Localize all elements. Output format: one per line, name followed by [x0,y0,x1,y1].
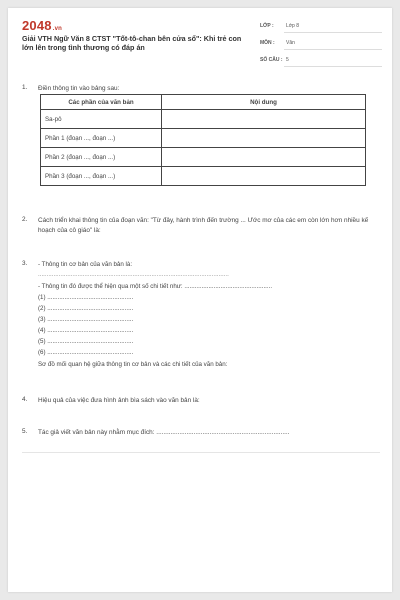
site-logo[interactable] [22,18,62,33]
logo-suffix: .vn [52,26,63,32]
meta-label: SỐ CÂU : [260,57,283,63]
table-cell-part: Phần 1 (đoạn ..., đoạn ...) [41,129,162,148]
q3-blank-line[interactable]: ............................................................................................................... [38,271,229,278]
meta-divider [284,66,382,67]
table-cell-content[interactable] [162,129,366,148]
meta-value: Văn [286,40,295,46]
table-header-row [41,95,366,110]
q3-details-intro: - Thông tin đó được thể hiện qua một số chi tiết như: ................................................... [38,283,273,290]
table-cell-content[interactable] [162,167,366,186]
meta-label: LỚP : [260,23,274,29]
q3-item[interactable]: (2) .................................................. [38,305,134,312]
question-number: 3. [22,260,28,267]
meta-value: Lớp 8 [286,23,300,29]
table-cell-part: Sa-pô [41,110,162,129]
table-row [41,167,366,186]
worksheet-header [22,18,382,70]
divider [22,452,380,453]
meta-panel [260,18,382,69]
question-text: Hiệu quả của việc đưa hình ảnh bìa sách vào văn bản là: [38,397,200,404]
q3-closing: Sơ đồ mối quan hệ giữa thông tin cơ bản và các chi tiết của văn bản: [38,361,228,368]
question-number: 1. [22,84,28,91]
table-row [41,110,366,129]
page-title: Giải VTH Ngữ Văn 8 CTST "Tốt-tô-chan bên cửa sổ": Khi trẻ con lớn lên trong tình thương có đáp án [22,34,242,52]
meta-divider [284,49,382,50]
meta-value: 5 [286,57,289,63]
question-number: 5. [22,428,28,435]
logo-text: 2048 [22,18,52,33]
question-number: 4. [22,396,28,403]
table-row [41,129,366,148]
q3-item[interactable]: (1) .................................................. [38,294,134,301]
table-cell-content[interactable] [162,110,366,129]
meta-label: MÔN : [260,40,275,46]
q3-item[interactable]: (5) .................................................. [38,338,134,345]
table-cell-part: Phần 3 (đoạn ..., đoạn ...) [41,167,162,186]
question-number: 2. [22,216,28,223]
worksheet-page [8,8,392,592]
q3-item[interactable]: (4) .................................................. [38,327,134,334]
table-header-cell: Nội dung [162,95,366,110]
meta-row-class [260,18,382,35]
q3-item[interactable]: (6) .................................................. [38,349,134,356]
table-row [41,148,366,167]
meta-row-question-count [260,52,382,69]
meta-row-subject [260,35,382,52]
table-cell-content[interactable] [162,148,366,167]
q3-intro: - Thông tin cơ bản của văn bản là: [38,261,133,268]
meta-divider [284,32,382,33]
table-header-cell: Các phần của văn bản [41,95,162,110]
question-text: Tác giả viết văn bản này nhằm mục đích: ........................................................................... [38,429,290,436]
question-text: Điền thông tin vào bảng sau: [38,85,120,92]
q3-item[interactable]: (3) .................................................. [38,316,134,323]
table-cell-part: Phần 2 (đoạn ..., đoạn ...) [41,148,162,167]
answer-table [40,94,366,186]
question-text: Cách triển khai thông tin của đoạn văn: "Từ đây, hành trình đến trường ... Ước mơ của các em còn lớn hơn nhiều kế hoạch của cô giáo" là: [38,217,369,234]
